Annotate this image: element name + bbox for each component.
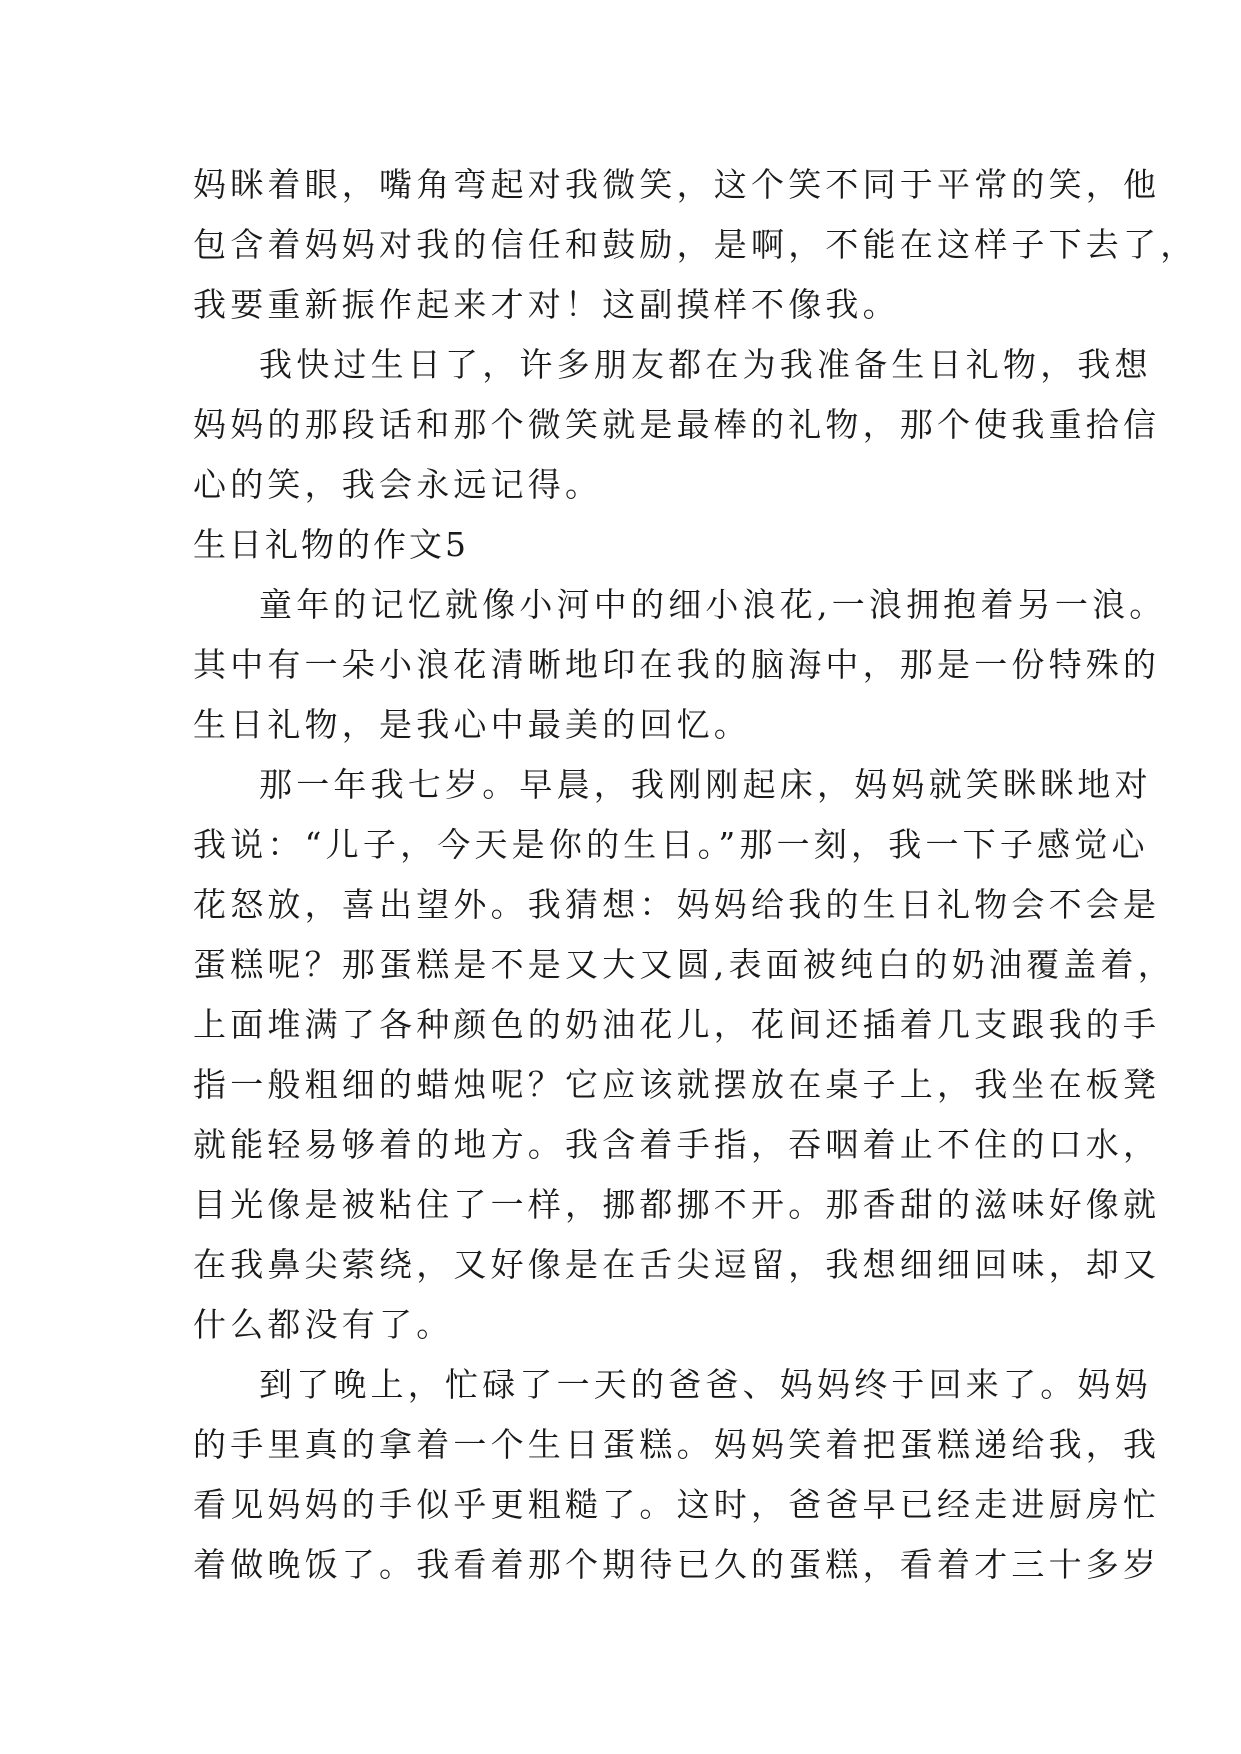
text-line: 在我鼻尖萦绕，又好像是在舌尖逗留，我想细细回味，却又 — [193, 1245, 1161, 1284]
text-line: 妈妈的那段话和那个微笑就是最棒的礼物，那个使我重拾信 — [193, 405, 1161, 444]
section-heading: 生日礼物的作文5 — [193, 525, 469, 564]
paragraph-first-line: 那一年我七岁。早晨，我刚刚起床，妈妈就笑眯眯地对 — [259, 765, 1152, 804]
text-line: 看见妈妈的手似乎更粗糙了。这时，爸爸早已经走进厨房忙 — [193, 1485, 1161, 1524]
paragraph-first-line: 童年的记忆就像小河中的细小浪花,一浪拥抱着另一浪。 — [259, 585, 1167, 624]
essay-body — [193, 155, 1198, 1595]
paragraph-first-line: 到了晚上，忙碌了一天的爸爸、妈妈终于回来了。妈妈 — [259, 1365, 1152, 1404]
text-line: 目光像是被粘住了一样，挪都挪不开。那香甜的滋味好像就 — [193, 1185, 1161, 1224]
text-line: 上面堆满了各种颜色的奶油花儿，花间还插着几支跟我的手 — [193, 1005, 1161, 1044]
text-line: 花怒放，喜出望外。我猜想：妈妈给我的生日礼物会不会是 — [193, 885, 1161, 924]
text-line: 就能轻易够着的地方。我含着手指，吞咽着止不住的口水， — [193, 1125, 1161, 1164]
text-line: 蛋糕呢？那蛋糕是不是又大又圆,表面被纯白的奶油覆盖着， — [193, 945, 1175, 984]
text-line: 着做晚饭了。我看着那个期待已久的蛋糕，看着才三十多岁 — [193, 1545, 1161, 1584]
text-line: 其中有一朵小浪花清晰地印在我的脑海中，那是一份特殊的 — [193, 645, 1161, 684]
text-line: 包含着妈妈对我的信任和鼓励，是啊，不能在这样子下去了， — [193, 225, 1198, 264]
paragraph-first-line: 我快过生日了，许多朋友都在为我准备生日礼物，我想 — [259, 345, 1152, 384]
text-line: 什么都没有了。 — [193, 1305, 454, 1344]
text-line: 的手里真的拿着一个生日蛋糕。妈妈笑着把蛋糕递给我，我 — [193, 1425, 1161, 1464]
text-line: 妈眯着眼，嘴角弯起对我微笑，这个笑不同于平常的笑，他 — [193, 165, 1161, 204]
text-line: 指一般粗细的蜡烛呢？它应该就摆放在桌子上，我坐在板凳 — [193, 1065, 1161, 1104]
text-line: 心的笑，我会永远记得。 — [193, 465, 603, 504]
text-line: 我说：“儿子，今天是你的生日。”那一刻，我一下子感觉心 — [193, 825, 1149, 864]
text-line: 我要重新振作起来才对！这副摸样不像我。 — [193, 285, 900, 324]
text-line: 生日礼物，是我心中最美的回忆。 — [193, 705, 751, 744]
